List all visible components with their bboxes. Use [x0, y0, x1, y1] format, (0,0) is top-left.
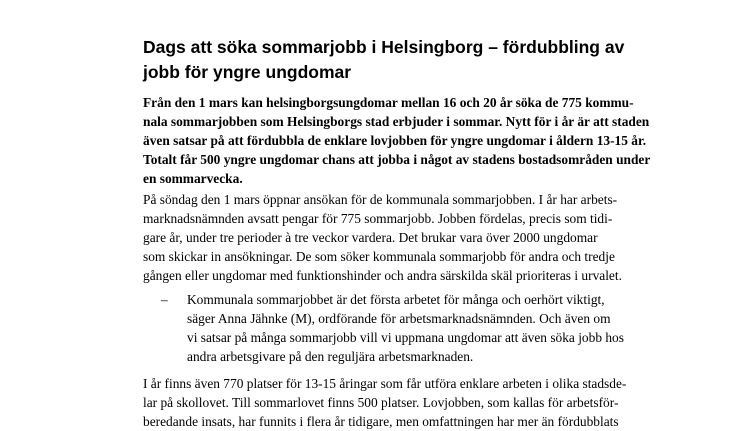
lead-line: en sommarvecka. [143, 171, 243, 186]
body-line: som skickar in ansökningar. De som söker kommunala sommarjobb för andra och tredje [143, 249, 615, 264]
body-paragraph-1 [143, 190, 643, 285]
quote-line: vi satsar på många sommarjobb vill vi uppmana ungdomar att även söka jobb hos [187, 330, 624, 345]
body-line: lar på skollovet. Till sommarlovet finns 500 platser. Lovjobben, som kallas för arbetsför- [143, 395, 619, 410]
body-line: I år finns även 770 platser för 13-15 åringar som får utföra enklare arbeten i olika stadsde- [143, 376, 627, 391]
lead-paragraph [143, 93, 651, 188]
body-line: gare år, under tre perioder à tre veckor vardera. Det brukar vara över 2000 ungdomar [143, 230, 598, 245]
lead-line: Totalt får 500 yngre ungdomar chans att jobba i något av stadens bostadsområden under [143, 152, 651, 167]
lead-line: nala sommarjobben som Helsingborgs stad erbjuder i sommar. Nytt för i år är att staden [143, 114, 650, 129]
title-line: jobb för yngre ungdomar [143, 62, 352, 82]
quote-line: Kommunala sommarjobbet är det första arbetet för många och oerhört viktigt, [187, 292, 605, 307]
body-line: beredande insats, har funnits i flera år tidigare, men omfattningen har mer än fördubblats [143, 414, 619, 429]
article-title [143, 35, 653, 85]
quote-line: andra arbetsgivare på den reguljära arbetsmarknaden. [187, 349, 474, 364]
lead-line: Från den 1 mars kan helsingborgsungdomar mellan 16 och 20 år söka de 775 kommu- [143, 95, 634, 110]
body-line: På söndag den 1 mars öppnar ansökan för de kommunala sommarjobben. I år har arbets- [143, 192, 618, 207]
quote-text [187, 290, 624, 366]
quote-line: säger Anna Jähnke (M), ordförande för arbetsmarknadsnämnden. Och även om [187, 311, 611, 326]
title-line: Dags att söka sommarjobb i Helsingborg – fördubbling av [143, 37, 625, 57]
bullet-dash: – [161, 292, 168, 307]
body-paragraph-2 [143, 374, 643, 431]
body-line: marknadsnämnden avsatt pengar för 775 sommarjobb. Jobben fördelas, precis som tidi- [143, 211, 613, 226]
lead-line: även satsar på att fördubbla de enklare lovjobben för yngre ungdomar i åldern 13-15 år. [143, 133, 647, 148]
body-line: gången eller ungdomar med funktionshinder och andra särskilda skäl prioriteras i urvalet. [143, 268, 622, 283]
